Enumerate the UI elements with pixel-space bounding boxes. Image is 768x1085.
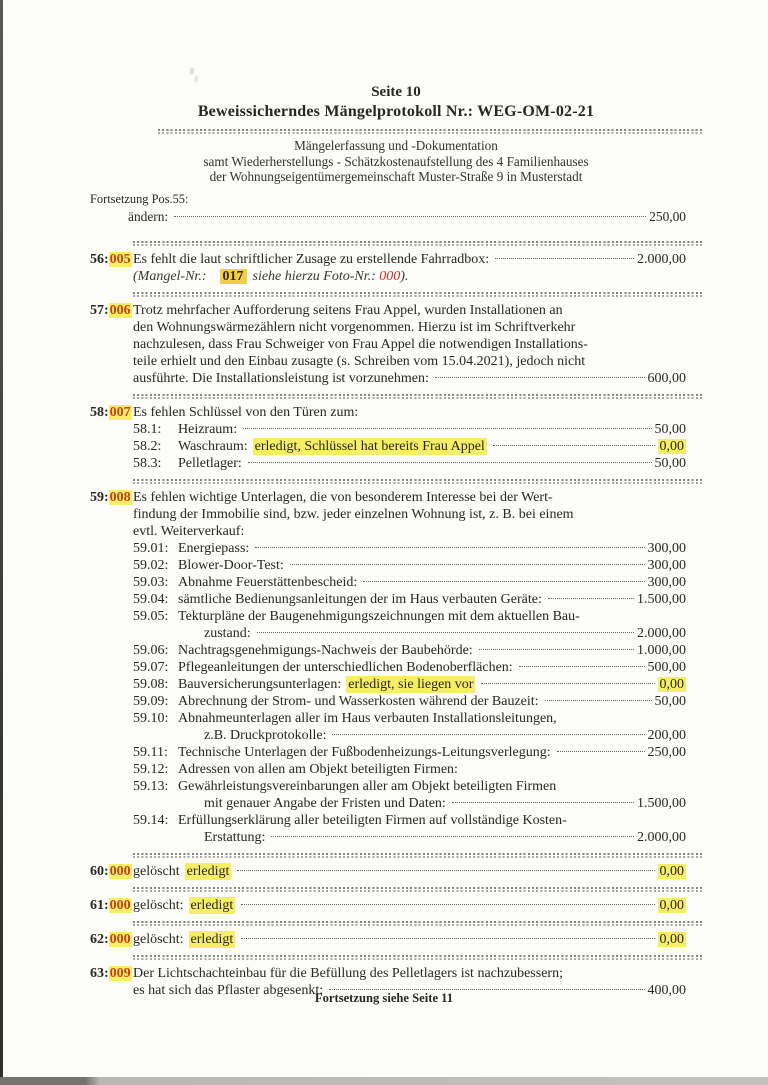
resolved-note-highlight: erledigt, sie liegen vor [348, 676, 474, 692]
defect-marker: 009 [109, 965, 131, 981]
item-number: 58:007 [90, 404, 131, 420]
foto-number: 000 [379, 268, 401, 284]
leader-dots [363, 581, 644, 582]
sub-item-text: Adressen von allen am Objekt beteiligten Firmen: [178, 761, 458, 777]
sub-item-number: 59.07: [133, 659, 169, 675]
leader-dots [452, 802, 634, 803]
amount: 2.000,00 [637, 251, 686, 267]
item-text: Es fehlt die laut schriftlicher Zusage zu erstellende Fahrradbox: [133, 251, 490, 267]
footer-continuation-note: Fortsetzung siehe Seite 11 [314, 991, 454, 1005]
item-text: gelöscht: [133, 897, 184, 913]
sub-item-59-03 [133, 574, 702, 591]
amount-highlight: 0,00 [659, 931, 684, 947]
defect-marker: 008 [109, 489, 131, 505]
sub-item-59-08 [133, 676, 702, 693]
item-number: 60:000 [90, 863, 131, 879]
sub-item-number: 58.2: [133, 438, 162, 454]
amount: 1.500,00 [637, 591, 686, 607]
paragraph-line: den Wohnungswärmezählern nicht vorgenommen. Hierzu ist im Schriftverkehr [133, 319, 576, 335]
amount-highlight: 0,00 [659, 438, 684, 454]
leader-dots [271, 836, 634, 837]
paragraph-line: ausführte. Die Installationsleistung ist vorzunehmen: [133, 370, 429, 386]
sub-item-cont-text: Erstattung: [204, 829, 266, 845]
item-57-amount-row [133, 370, 702, 387]
scan-edge-left [0, 0, 3, 1085]
note-prefix: (Mangel-Nr.: [133, 268, 207, 284]
defect-marker: 000 [109, 931, 131, 947]
item-separator [133, 955, 702, 960]
item-number: 61:000 [90, 897, 131, 913]
subtitle-line-3: der Wohnungseigentümergemeinschaft Muster-Straße 9 in Musterstadt [209, 169, 583, 185]
sub-item-text: Bauversicherungsunterlagen: [178, 676, 342, 692]
sub-item-59-04 [133, 591, 702, 608]
leader-dots [332, 734, 644, 735]
document-title: Beweissicherndes Mängelprotokoll Nr.: WEG-OM-02-21 [197, 103, 595, 120]
item-separator [133, 887, 702, 892]
paragraph-line: es hat sich das Pflaster abgesenkt: [133, 982, 324, 998]
item-intro: Es fehlen Schlüssel von den Türen zum: [133, 404, 359, 420]
leader-dots [174, 216, 646, 217]
leader-dots [255, 547, 644, 548]
sub-item-number: 59.03: [133, 574, 169, 590]
sub-item-text: Abnahmeunterlagen aller im Haus verbauten Installationsleitungen, [178, 710, 557, 726]
item-number: 59:008 [90, 489, 131, 505]
sub-item-text: Pelletlager: [178, 455, 242, 471]
item-separator [133, 241, 702, 246]
amount: 300,00 [647, 557, 686, 573]
sub-item-text: sämtliche Bedienungsanleitungen der im Haus verbauten Geräte: [178, 591, 542, 607]
amount: 600,00 [647, 370, 686, 386]
defect-item-57 [90, 302, 702, 387]
item-number: 57:006 [90, 302, 131, 318]
continuation-text: ändern: [128, 208, 169, 224]
sub-item-59-05-cont [133, 625, 702, 642]
leader-dots [257, 632, 634, 633]
leader-dots [557, 751, 645, 752]
paragraph-line: Der Lichtschachteinbau für die Befüllung des Pelletlagers ist nachzubessern; [133, 965, 563, 981]
leader-dots [329, 989, 644, 990]
sub-item-text: Technische Unterlagen der Fußbodenheizungs-Leitungsverlegung: [178, 744, 551, 760]
amount [658, 863, 703, 880]
sub-item-cont-text: z.B. Druckprotokolle: [204, 727, 327, 743]
sub-item-number: 59.04: [133, 591, 169, 607]
sub-item-text: Waschraum: [178, 438, 248, 454]
scan-edge-bottom [0, 1077, 768, 1085]
sub-item-59-14-cont [133, 829, 702, 846]
subtitle-line-2: samt Wiederherstellungs - Schätzkostenaufstellung des 4 Familienhauses [203, 153, 589, 169]
leader-dots [237, 870, 654, 871]
mangel-number: 017 [220, 269, 247, 284]
sub-item-number: 59.10: [133, 710, 169, 726]
sub-item-59-14 [133, 812, 702, 829]
amount: 200,00 [647, 727, 686, 743]
amount: 500,00 [647, 659, 686, 675]
title-separator [158, 129, 702, 134]
sub-item-text: Gewährleistungsvereinbarungen aller am Objekt beteiligten Firmen [178, 778, 557, 794]
sub-item-cont-text: mit genauer Angabe der Fristen und Daten: [204, 795, 446, 811]
sub-item-text: Heizraum: [178, 421, 238, 437]
item-intro-line: Es fehlen wichtige Unterlagen, die von besonderem Interesse bei der Wert- [133, 489, 553, 505]
amount [658, 676, 703, 693]
sub-item-59-09 [133, 693, 702, 710]
item-separator [133, 479, 702, 484]
item-text: gelöscht [133, 863, 180, 879]
leader-dots [495, 258, 634, 259]
sub-item-number: 59.11: [133, 744, 168, 760]
sub-item-59-05 [133, 608, 702, 625]
amount: 1.500,00 [637, 795, 686, 811]
item-intro-line: evtl. Weiterverkauf: [133, 523, 245, 539]
resolved-note-highlight: erledigt [186, 863, 230, 879]
sub-item-text: Erfüllungserklärung aller beteiligten Firmen auf vollständige Kosten- [178, 812, 567, 828]
sub-item-59-01 [133, 540, 702, 557]
item-separator [133, 292, 702, 297]
sub-item-number: 59.14: [133, 812, 169, 828]
leader-dots [479, 649, 634, 650]
item-number: 56:005 [90, 251, 131, 267]
continuation-label: Fortsetzung Pos.55: [90, 191, 189, 206]
defect-item-59 [90, 489, 702, 846]
amount: 400,00 [647, 982, 686, 998]
amount: 300,00 [647, 574, 686, 590]
sub-item-text: Tekturpläne der Baugenehmigungszeichnungen mit dem aktuellen Bau- [178, 608, 580, 624]
document-content [90, 0, 702, 1004]
amount [658, 897, 703, 914]
sub-item-number: 59.05: [133, 608, 169, 624]
page-number-label: Seite 10 [371, 84, 421, 100]
sub-item-text: Nachtragsgenehmigungs-Nachweis der Baubehörde: [178, 642, 473, 658]
amount [658, 438, 703, 455]
defect-marker: 006 [109, 302, 131, 318]
sub-item-58-1 [133, 421, 702, 438]
amount-highlight: 0,00 [659, 897, 684, 913]
sub-item-59-10-cont [133, 727, 702, 744]
amount: 1.000,00 [637, 642, 686, 658]
amount-highlight: 0,00 [659, 863, 684, 879]
sub-item-number: 59.01: [133, 540, 169, 556]
resolved-note-highlight: erledigt, Schlüssel hat bereits Frau Appel [254, 438, 485, 454]
note-suffix: ). [400, 268, 409, 284]
sub-item-58-3 [133, 455, 702, 472]
sub-item-59-13 [133, 778, 702, 795]
sub-item-text: Pflegeanleitungen der unterschiedlichen Bodenoberflächen: [178, 659, 513, 675]
defect-marker: 000 [109, 897, 131, 913]
leader-dots [248, 462, 652, 463]
sub-item-text: Abnahme Feuerstättenbescheid: [178, 574, 358, 590]
sub-item-text: Energiepass: [178, 540, 250, 556]
item-intro-line: findung der Immobilie sind, bzw. jeder einzelnen Wohnung ist, z. B. bei einem [133, 506, 574, 522]
sub-item-number: 59.02: [133, 557, 169, 573]
leader-dots [481, 683, 654, 684]
leader-dots [241, 938, 654, 939]
amount: 50,00 [654, 455, 686, 471]
sub-item-number: 58.1: [133, 421, 162, 437]
amount: 2.000,00 [637, 829, 686, 845]
sub-item-number: 59.09: [133, 693, 169, 709]
sub-item-number: 58.3: [133, 455, 162, 471]
sub-item-59-11 [133, 744, 702, 761]
defect-marker: 007 [109, 404, 131, 420]
amount: 300,00 [647, 540, 686, 556]
resolved-note-highlight: erledigt [190, 897, 234, 913]
sub-item-59-06 [133, 642, 702, 659]
sub-item-text: Blower-Door-Test: [178, 557, 284, 573]
sub-item-59-13-cont [133, 795, 702, 812]
defect-marker: 000 [109, 863, 131, 879]
leader-dots [435, 377, 645, 378]
defect-item-60 [90, 863, 702, 880]
defect-item-61 [90, 897, 702, 914]
continuation-row [128, 209, 702, 225]
mangel-note [133, 268, 702, 285]
item-number: 62:000 [90, 931, 131, 947]
sub-item-number: 59.13: [133, 778, 169, 794]
amount-highlight: 0,00 [659, 676, 684, 692]
resolved-note-highlight: erledigt [190, 931, 234, 947]
paragraph-line: teile erhielt und den Einbau zusagte (s. Schreiben vom 15.04.2021), jedoch nicht [133, 353, 586, 369]
note-middle: siehe hierzu Foto-Nr.: [252, 268, 376, 284]
leader-dots [241, 904, 654, 905]
paragraph-line: nachzulesen, dass Frau Schweiger von Frau Appel die notwendigen Installations- [133, 336, 588, 352]
amount: 50,00 [654, 693, 686, 709]
sub-item-text: Abrechnung der Strom- und Wasserkosten während der Bauzeit: [178, 693, 539, 709]
defect-item-56 [90, 251, 702, 285]
item-separator [133, 853, 702, 858]
paragraph-line: Trotz mehrfacher Aufforderung seitens Frau Appel, wurden Installationen an [133, 302, 563, 318]
amount: 50,00 [654, 421, 686, 437]
sub-item-number: 59.12: [133, 761, 169, 777]
amount: 2.000,00 [637, 625, 686, 641]
leader-dots [290, 564, 645, 565]
sub-item-58-2 [133, 438, 702, 455]
subtitle-line-1: Mängelerfassung und -Dokumentation [294, 138, 498, 153]
sub-item-number: 59.08: [133, 676, 169, 692]
amount [658, 931, 703, 948]
sub-item-59-02 [133, 557, 702, 574]
leader-dots [243, 428, 651, 429]
amount: 250,00 [647, 744, 686, 760]
sub-item-59-12 [133, 761, 702, 778]
defect-marker: 005 [109, 251, 131, 267]
leader-dots [548, 598, 634, 599]
item-56-main-row [133, 251, 702, 268]
item-number: 63:009 [90, 965, 131, 981]
leader-dots [545, 700, 652, 701]
amount: 250,00 [649, 208, 686, 224]
leader-dots [493, 445, 655, 446]
defect-item-58 [90, 404, 702, 472]
item-separator [133, 394, 702, 399]
sub-item-number: 59.06: [133, 642, 169, 658]
leader-dots [519, 666, 645, 667]
sub-item-59-07 [133, 659, 702, 676]
sub-item-cont-text: zustand: [204, 625, 251, 641]
sub-item-59-10 [133, 710, 702, 727]
item-text: gelöscht: [133, 931, 184, 947]
defect-item-62 [90, 931, 702, 948]
item-separator [133, 921, 702, 926]
